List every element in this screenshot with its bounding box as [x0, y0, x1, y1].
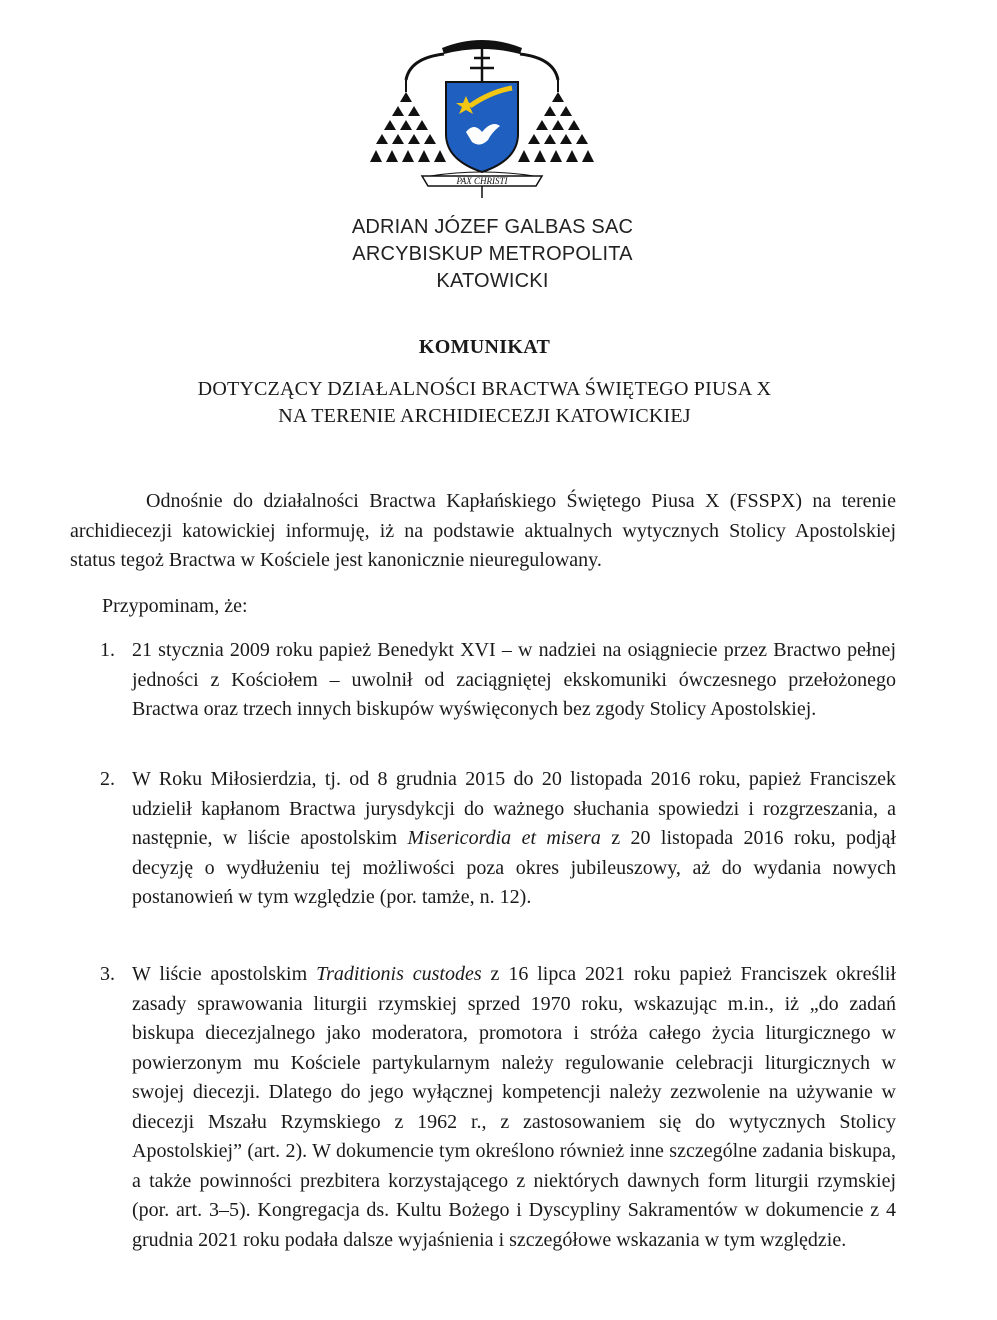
document-title: KOMUNIKAT	[418, 336, 551, 358]
author-name: ADRIAN JÓZEF GALBAS SAC	[351, 216, 634, 238]
list-item	[100, 960, 896, 1255]
list-item-number: 1.	[100, 639, 115, 661]
coat-motto: PAX CHRISTI	[456, 176, 508, 186]
list-item-text	[132, 765, 896, 913]
remind-paragraph: Przypominam, że:	[102, 595, 248, 617]
list-item-number: 3.	[100, 963, 115, 985]
list-item-text-part: z 16 lipca 2021 roku papież Franciszek określił zasady sprawowania liturgii rzymskiej sprzed 1970 roku, wskazując m.in., iż „do zadań biskupa diecezjalnego jako moderatora, promotora i stróża całego życia liturgicznego w powierzonym mu Kościele partykularnym należy regulowanie celebracji liturgicznych w swojej diecezji. Dlatego do jego wyłącznej kompetencji należy zezwolenie na używanie w diecezji Mszału Rzymskiego z 1962 r., z zastosowaniem się do wytycznych Stolicy Apostolskiej” (art. 2). W dokumencie tym określono również inne szczególne zadania biskupa, a także powinności prezbitera korzystającego z niektórych dawnych form liturgii rzymskiej (por. art. 3–5). Kongregacja ds. Kultu Bożego i Dyscypliny Sakramentów w dokumencie z 4 grudnia 2021 roku podała dalsze wyjaśnienia i szczegółowe wskazania w tym względzie.	[132, 963, 896, 1251]
list-item-text-part: z 20 listopada 2016 roku, podjął decyzję o wydłużeniu tej możliwości poza okres jubileuszowy, aż do wydania nowych postanowień w tym względzie (por. tamże, n. 12).	[132, 827, 896, 908]
list-item-text-part: W Roku Miłosierdzia, tj. od 8 grudnia 2015 do 20 listopada 2016 roku, papież Franciszek udzielił kapłanom Bractwa jurysdykcji do ważnego słuchania spowiedzi i rozgrzeszania, a następnie, w liście apostolskim	[132, 768, 896, 849]
list-item	[100, 765, 896, 913]
list-item-text: 21 stycznia 2009 roku papież Benedykt XVI – w nadziei na osiągniecie przez Bractwo pełnej jedności z Kościołem – uwolnił od zaciągniętej ekskomuniki ówczesnego przełożonego Bractwa oraz trzech innych biskupów wyświęconych bez zgody Stolicy Apostolskiej.	[132, 639, 896, 720]
list-item-text-part: W liście apostolskim	[132, 963, 308, 985]
subtitle-line-1: DOTYCZĄCY DZIAŁALNOŚCI BRACTWA ŚWIĘTEGO PIUSA X	[197, 378, 772, 400]
author-title: ARCYBISKUP METROPOLITA	[352, 243, 633, 265]
subtitle-line-2: NA TERENIE ARCHIDIECEZJI KATOWICKIEJ	[278, 405, 691, 427]
document-subtitle	[0, 376, 983, 430]
document-citation-title: Misericordia et misera	[407, 827, 601, 849]
author-block	[0, 214, 997, 295]
intro-paragraph: Odnośnie do działalności Bractwa Kapłańskiego Świętego Piusa X (FSSPX) na terenie archidiecezji katowickiej informuję, iż na podstawie aktualnych wytycznych Stolicy Apostolskiej status tegoż Bractwa w Kościele jest kanonicznie nieuregulowany.	[70, 490, 896, 571]
list-item-number: 2.	[100, 768, 115, 790]
list-item	[100, 636, 896, 725]
document-citation-title: Traditionis custodes	[316, 963, 482, 985]
list-item-text	[132, 960, 896, 1255]
coat-of-arms	[370, 36, 594, 200]
author-diocese: KATOWICKI	[436, 270, 549, 292]
